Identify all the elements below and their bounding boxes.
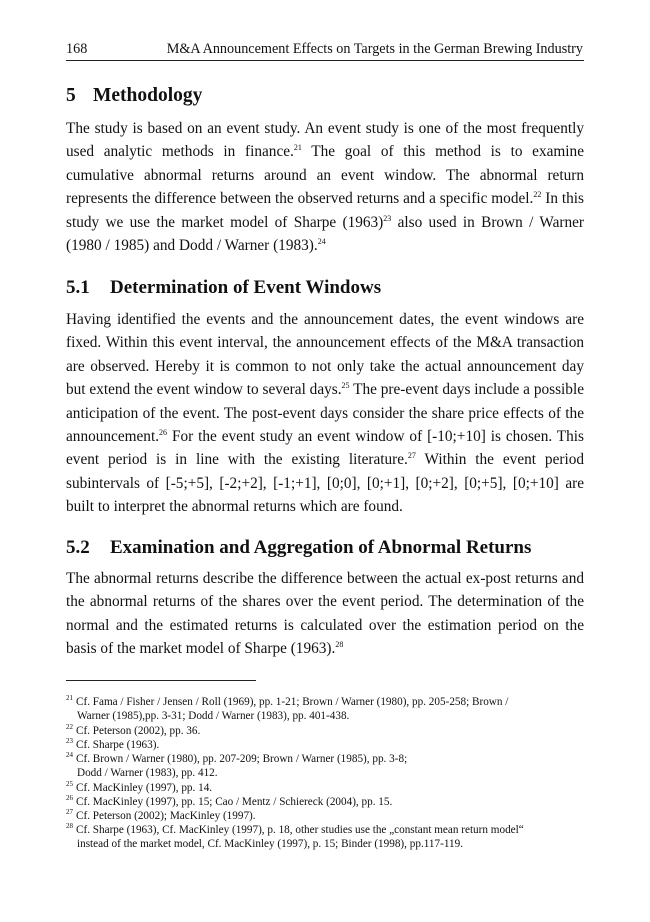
paragraph-text: Having identified the events and the announcement dates, the event windows are fixed. Within this event interval, the announcement effects of the M&A transaction are observed. Hereby it is common to not only take the actual announcement day but extend the event window to several days. bbox=[66, 311, 584, 399]
subsection-title: Examination and Aggregation of Abnormal Returns bbox=[110, 537, 532, 558]
footnote-mark: 22 bbox=[66, 723, 73, 732]
paragraph-text: The study is based on an event study. An event study is one of the most frequently used analytic methods in finance. bbox=[66, 120, 584, 161]
paragraph-text: The abnormal returns describe the difference between the actual ex-post returns and the abnormal returns of the shares over the event period. The determination of the normal and the estimated returns is calculated over the estimation period on the basis of the market model of Sharpe (1963). bbox=[66, 570, 584, 658]
section-heading bbox=[66, 85, 202, 107]
paragraph-text: Within the event period subintervals of [-5;+5], [-2;+2], [-1;+1], [0;0], [0;+1], [0;+2], [0;+5], [0;+10] are built to interpret the abnormal returns which are found. bbox=[66, 451, 584, 516]
footnote-22 bbox=[66, 724, 584, 738]
footnote-reference: 26 bbox=[159, 427, 168, 437]
footnote-mark: 26 bbox=[66, 794, 73, 803]
footnote-21 bbox=[66, 695, 584, 724]
footnote-28 bbox=[66, 823, 584, 852]
paragraph-text: For the event study an event window of [-10;+10] is chosen. This event period is in line with the existing literature. bbox=[66, 428, 584, 469]
footnote-text: Cf. MacKinley (1997), pp. 15; Cao / Mentz / Schiereck (2004), pp. 15. bbox=[76, 796, 393, 808]
footnote-25 bbox=[66, 781, 584, 795]
footnote-reference: 22 bbox=[533, 190, 542, 200]
footnote-text: Warner (1985),pp. 3-31; Dodd / Warner (1983), pp. 401-438. bbox=[77, 710, 350, 723]
intro-paragraph bbox=[66, 117, 584, 257]
paragraph-text: The pre-event days include a possible anticipation of the event. The post-event days consider the share price effects of the announcement. bbox=[66, 381, 584, 446]
footnote-mark: 23 bbox=[66, 737, 73, 746]
footnote-mark: 24 bbox=[66, 751, 73, 760]
subsection-number: 5.1 bbox=[66, 277, 90, 298]
footnote-text: Cf. Fama / Fisher / Jensen / Roll (1969), pp. 1-21; Brown / Warner (1980), pp. 205-258; Brown / bbox=[76, 696, 509, 708]
running-title: M&A Announcement Effects on Targets in the German Brewing Industry bbox=[166, 41, 583, 57]
paragraph-text: The goal of this method is to examine cumulative abnormal returns around an event window. The abnormal return represents the difference between the observed returns and a specific model. bbox=[66, 143, 584, 208]
section-title: Methodology bbox=[93, 85, 203, 106]
paragraph-text: also used in Brown / Warner (1980 / 1985) and Dodd / Warner (1983). bbox=[66, 213, 584, 255]
footnote-24 bbox=[66, 752, 584, 781]
footnote-text: Cf. Brown / Warner (1980), pp. 207-209; Brown / Warner (1985), pp. 3-8; bbox=[76, 753, 408, 765]
footnote-text: Cf. Peterson (2002), pp. 36. bbox=[76, 725, 201, 737]
subsection-number: 5.2 bbox=[66, 537, 90, 558]
footnote-mark: 27 bbox=[66, 808, 73, 817]
footnote-reference: 27 bbox=[407, 451, 416, 461]
event-windows-paragraph bbox=[66, 308, 584, 519]
subsection-title: Determination of Event Windows bbox=[110, 277, 382, 298]
footnote-text: Cf. Sharpe (1963). bbox=[76, 739, 160, 751]
subsection-heading-5-2 bbox=[66, 537, 531, 559]
page-number: 168 bbox=[66, 41, 88, 57]
footnote-reference: 21 bbox=[293, 143, 302, 153]
footnote-reference: 28 bbox=[335, 640, 344, 650]
footnote-27 bbox=[66, 809, 584, 823]
footnote-text: Cf. Sharpe (1963), Cf. MacKinley (1997), p. 18, other studies use the „constant mean return model“ bbox=[76, 824, 524, 836]
paragraph-text: In this study we use the market model of Sharpe (1963) bbox=[66, 190, 585, 231]
footnote-26 bbox=[66, 795, 584, 809]
subsection-heading-5-1 bbox=[66, 277, 381, 299]
footnote-reference: 25 bbox=[341, 381, 350, 391]
footnote-23 bbox=[66, 738, 584, 752]
footnote-text: Cf. Peterson (2002); MacKinley (1997). bbox=[76, 810, 256, 822]
section-number: 5 bbox=[66, 85, 76, 106]
abnormal-returns-paragraph bbox=[66, 567, 584, 661]
running-header bbox=[66, 40, 584, 61]
footnote-mark: 21 bbox=[66, 694, 73, 703]
footnote-text: Dodd / Warner (1983), pp. 412. bbox=[77, 767, 218, 780]
footnote-mark: 28 bbox=[66, 822, 73, 831]
footnote-separator bbox=[66, 680, 256, 681]
footnote-text: instead of the market model, Cf. MacKinley (1997), p. 15; Binder (1998), pp.117-119. bbox=[77, 838, 463, 851]
footnote-text: Cf. MacKinley (1997), pp. 14. bbox=[76, 782, 213, 794]
footnote-reference: 23 bbox=[383, 213, 392, 223]
footnote-reference: 24 bbox=[317, 236, 326, 246]
footnote-mark: 25 bbox=[66, 780, 73, 789]
